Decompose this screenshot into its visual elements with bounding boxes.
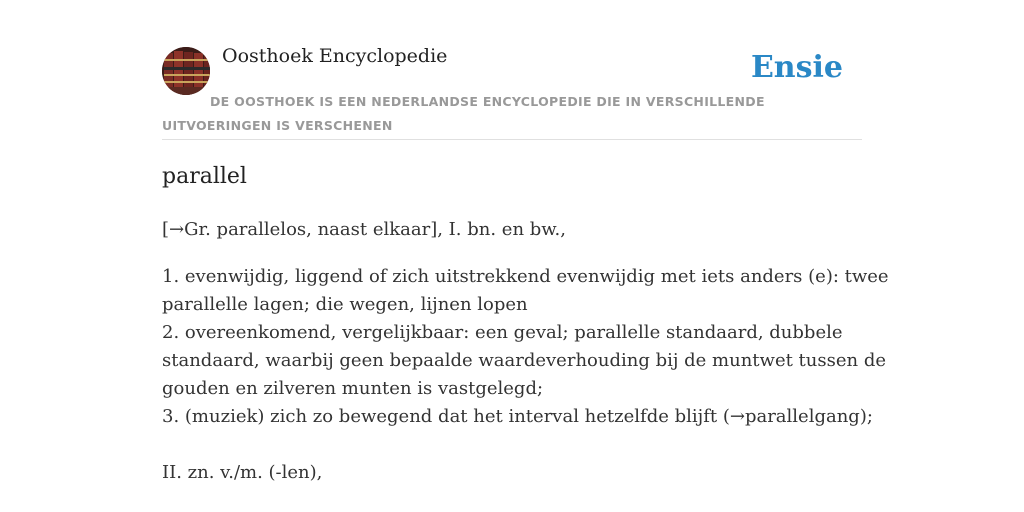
brand-logo[interactable]: Ensie: [750, 50, 843, 85]
book-spines-icon: [162, 47, 210, 95]
sense-line: 1. evenwijdig, liggend of zich uitstrekkend evenwijdig met iets anders (e): twee: [162, 266, 889, 287]
sense-list: [162, 263, 889, 431]
sense-line: 2. overeenkomend, vergelijkbaar: een geval; parallelle standaard, dubbele: [162, 322, 843, 343]
divider: [162, 139, 862, 140]
avatar[interactable]: [162, 47, 210, 95]
sense-line: 3. (muziek) zich zo bewegend dat het interval hetzelfde blijft (→parallelgang);: [162, 406, 873, 427]
sense-line: gouden en zilveren munten is vastgelegd;: [162, 378, 544, 399]
page-title: parallel: [162, 164, 247, 189]
source-title[interactable]: Oosthoek Encyclopedie: [222, 45, 448, 67]
sense-line: parallelle lagen; die wegen, lijnen lopen: [162, 294, 528, 315]
etymology: [→Gr. parallelos, naast elkaar], I. bn. en bw.,: [162, 219, 566, 240]
sense-line: standaard, waarbij geen bepaalde waardeverhouding bij de muntwet tussen de: [162, 350, 886, 371]
source-description: DE OOSTHOEK IS EEN NEDERLANDSE ENCYCLOPEDIE DIE IN VERSCHILLENDE UITVOERINGEN IS VERSCHENEN: [162, 94, 765, 133]
part-two: II. zn. v./m. (-len),: [162, 462, 323, 483]
